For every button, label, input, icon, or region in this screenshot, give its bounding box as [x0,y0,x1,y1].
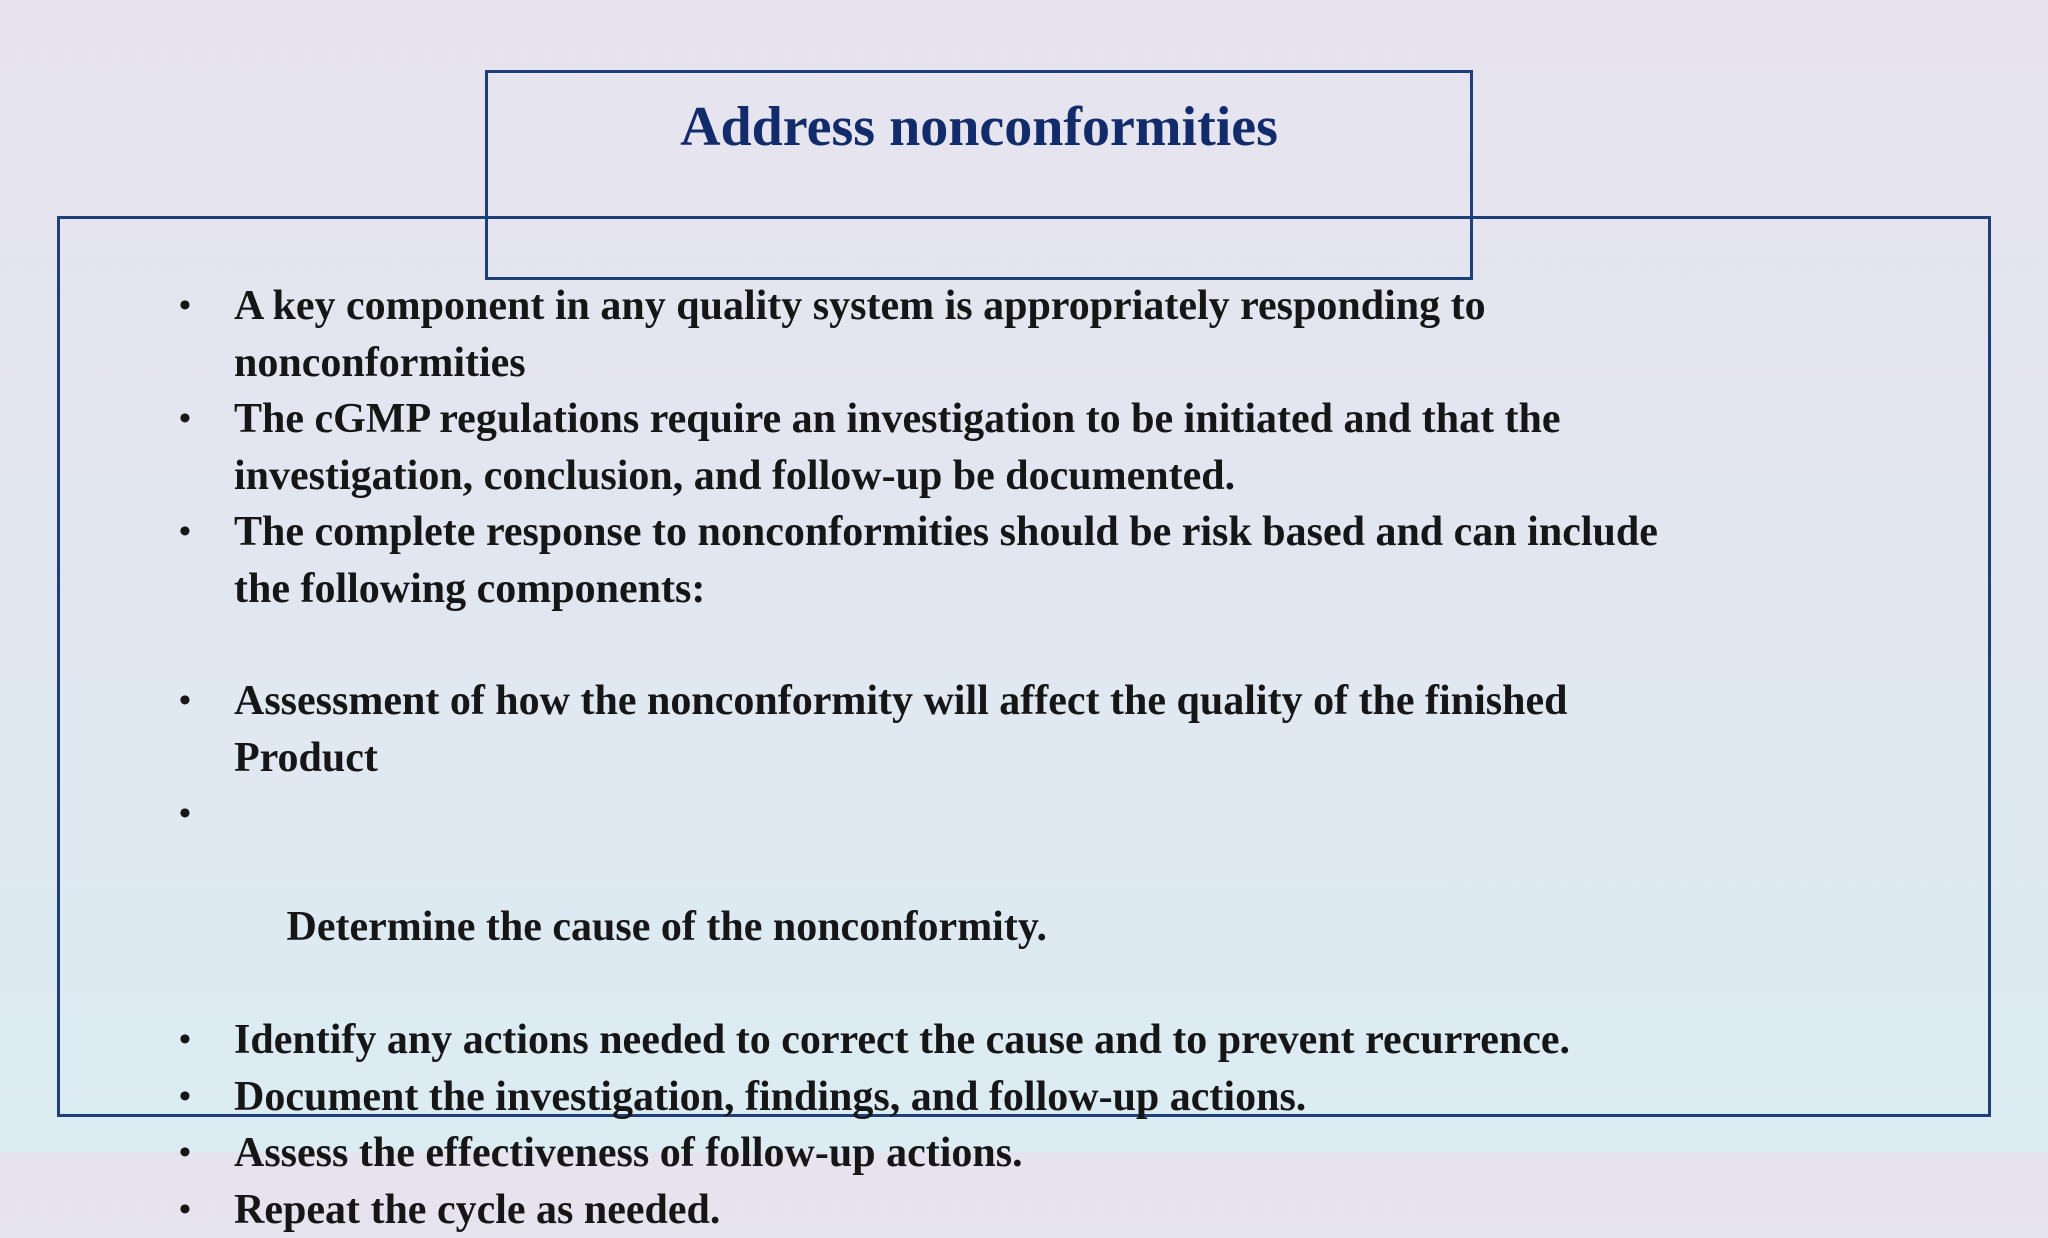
bullet-text: The complete response to nonconformities should be risk based and can include [234,509,1658,555]
bullet-dot: • [175,391,195,448]
bullet-text-continued: nonconformities [234,340,526,386]
bullet-text: A key component in any quality system is appropriately responding to [234,283,1486,329]
bullet-item [175,1069,1875,1126]
bullet-dot: • [175,673,195,730]
bullet-item [175,1125,1875,1182]
slide-title: Address nonconformities [485,92,1473,162]
bullet-dot: • [175,1182,195,1238]
bullet-dot: • [175,504,195,561]
bullet-dot: • [175,1069,195,1126]
bullet-dot: • [175,1125,195,1182]
bullet-dot: • [175,786,195,843]
bullet-text: Assess the effectiveness of follow-up actions. [234,1130,1023,1176]
bullet-list [175,278,1875,1238]
bullet-text-continued: Product [234,735,378,781]
bullet-item [175,278,1875,391]
bullet-dot: • [175,278,195,335]
bullet-item [175,673,1875,786]
bullet-item [175,1012,1875,1069]
bullet-text: The cGMP regulations require an investigation to be initiated and that the [234,396,1561,442]
bullet-text: Repeat the cycle as needed. [234,1187,720,1233]
bullet-text-continued: investigation, conclusion, and follow-up be documented. [234,453,1235,499]
bullet-text: Assessment of how the nonconformity will affect the quality of the finished [234,678,1567,724]
bullet-text: Identify any actions needed to correct the cause and to prevent recurrence. [234,1017,1570,1063]
bullet-text: Document the investigation, findings, and follow-up actions. [234,1074,1306,1120]
bullet-item [175,391,1875,504]
bullet-item [175,504,1875,617]
bullet-text-continued: the following components: [234,566,705,612]
bullet-dot: • [175,1012,195,1069]
bullet-item [175,786,1875,1012]
bullet-item [175,1182,1875,1238]
bullet-text: Determine the cause of the nonconformity. [276,904,1047,950]
